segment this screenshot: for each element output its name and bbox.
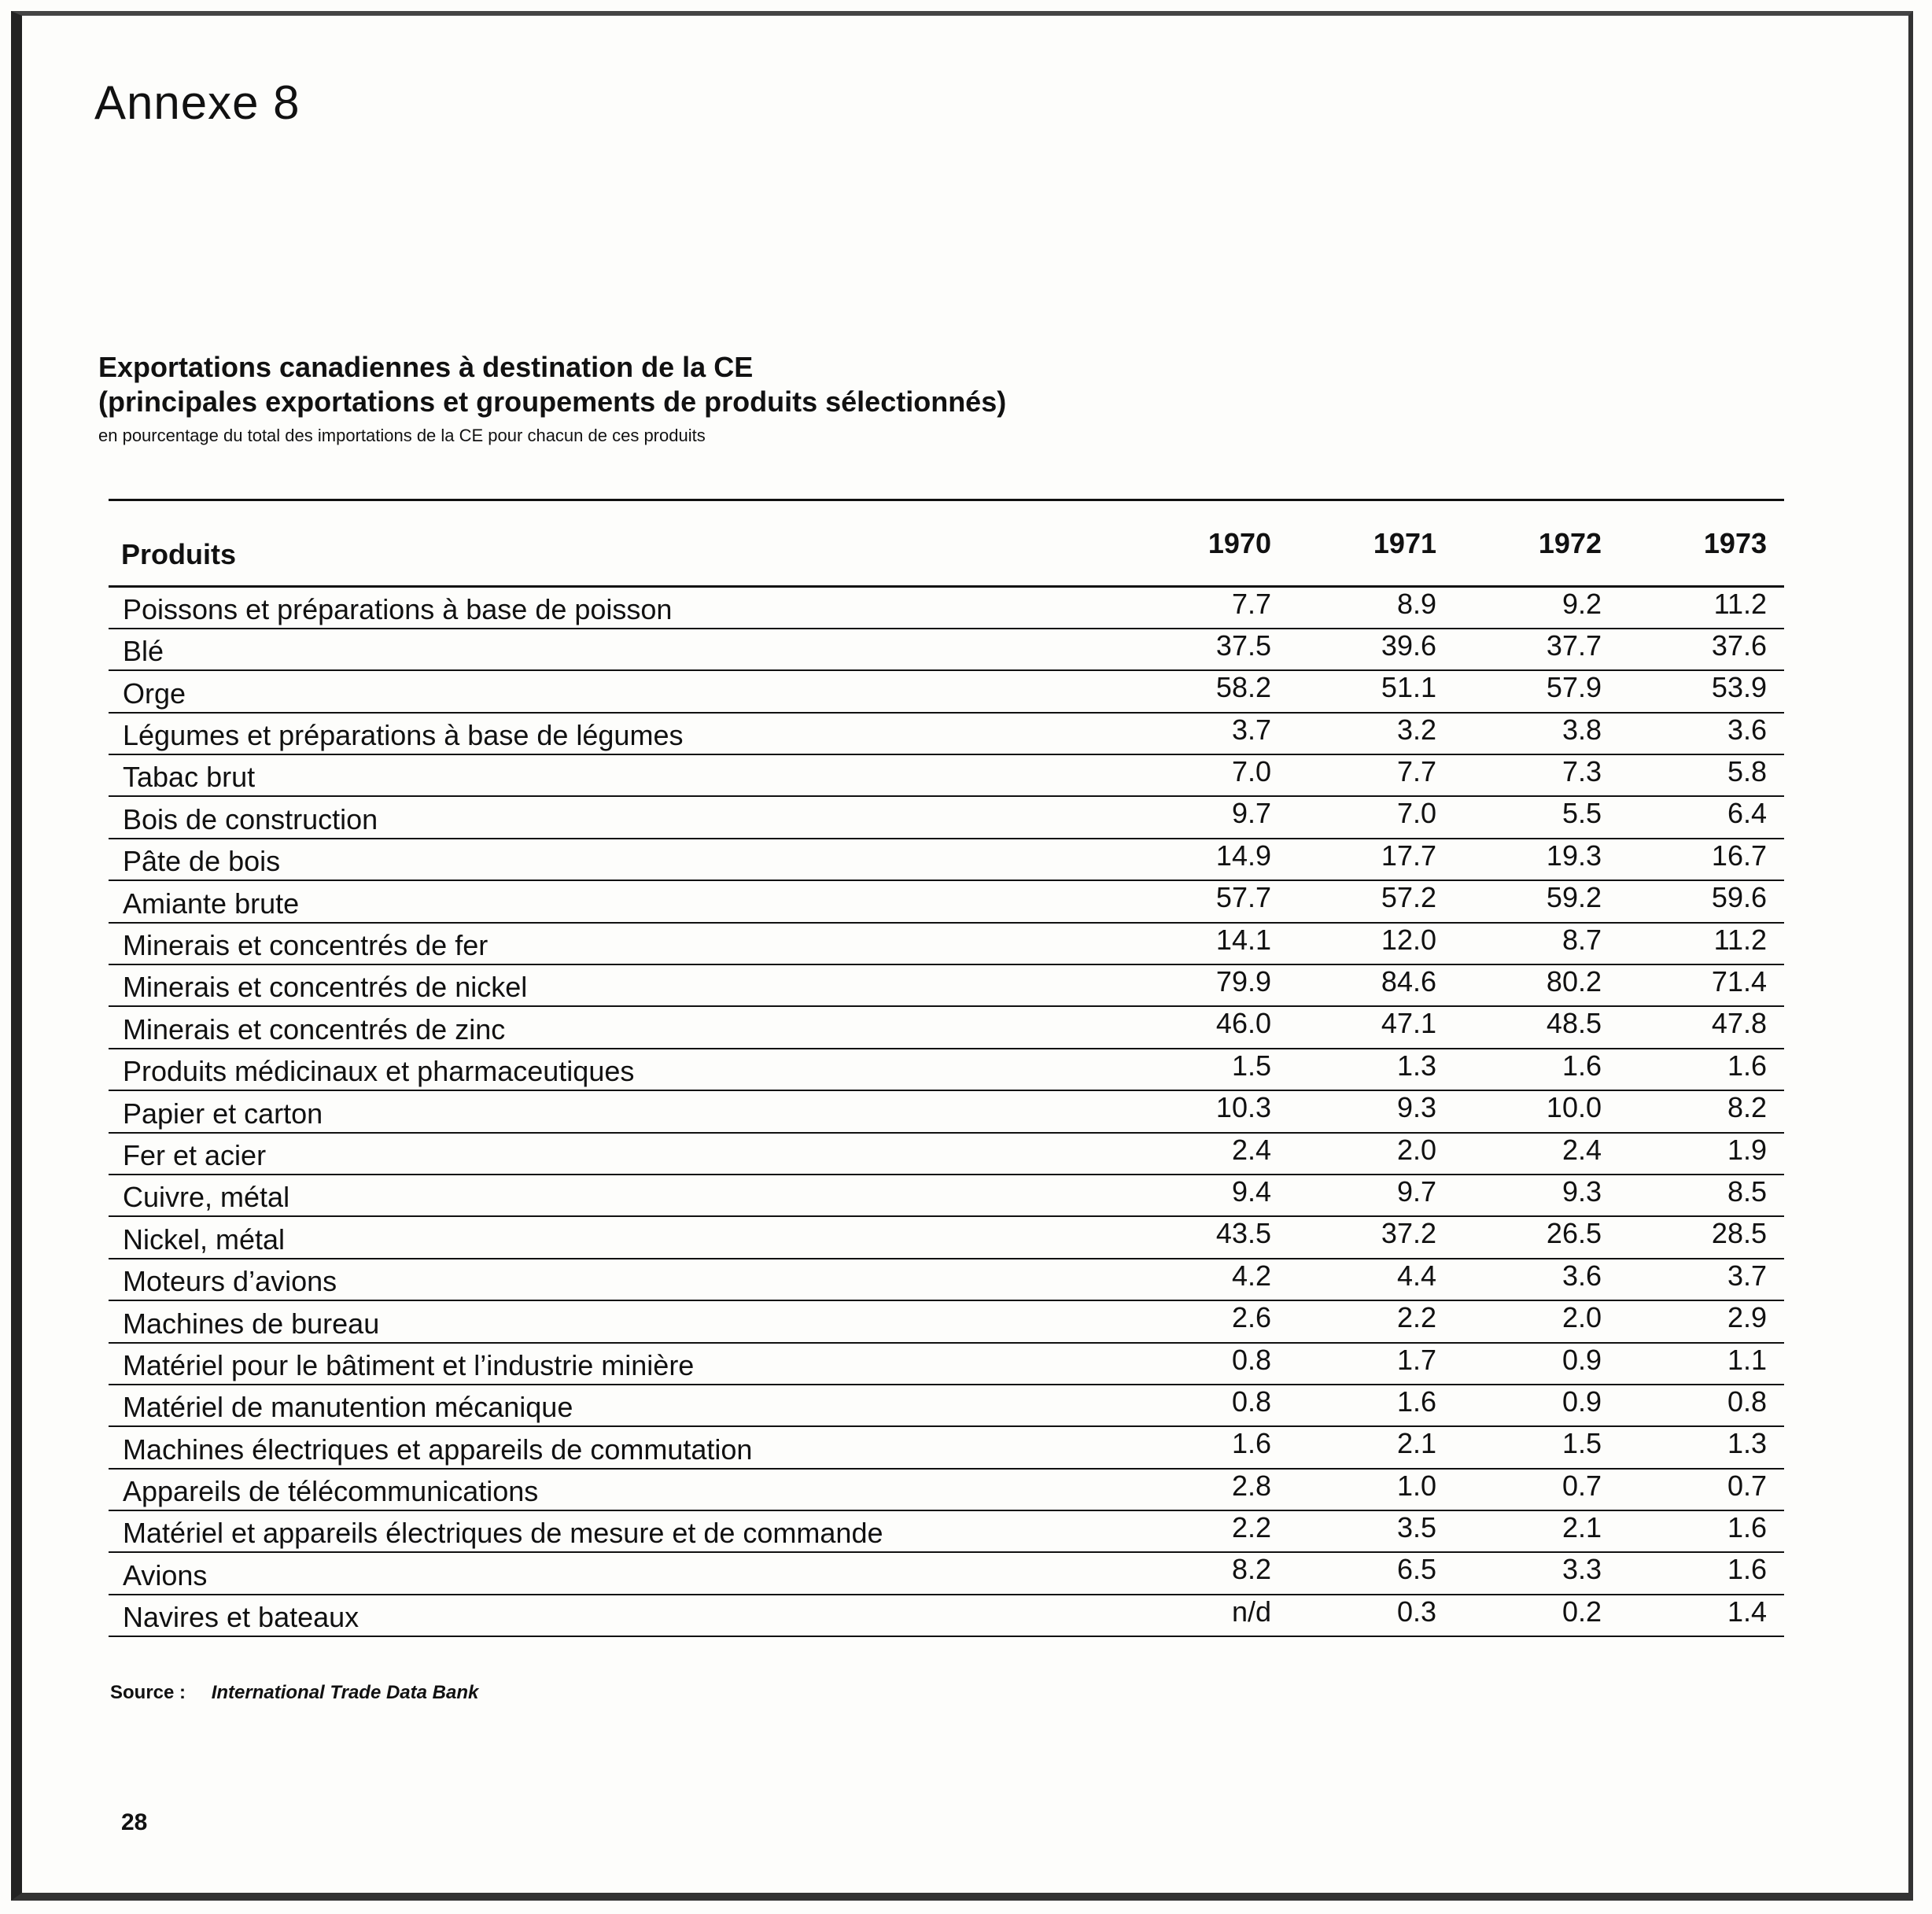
value-cell-1971: 9.7 <box>1289 1175 1454 1216</box>
value-cell-1970: 37.5 <box>1123 629 1289 670</box>
column-header-1970: 1970 <box>1123 500 1289 587</box>
value-cell-1972: 8.7 <box>1454 923 1619 964</box>
value-cell-1973: 59.6 <box>1619 880 1784 922</box>
value-cell-1972: 5.5 <box>1454 796 1619 838</box>
value-cell-1973: 8.5 <box>1619 1175 1784 1216</box>
product-name-cell: Nickel, métal <box>109 1216 1123 1258</box>
value-cell-1972: 26.5 <box>1454 1216 1619 1258</box>
value-cell-1972: 0.9 <box>1454 1385 1619 1426</box>
value-cell-1970: 2.8 <box>1123 1469 1289 1510</box>
value-cell-1972: 57.9 <box>1454 670 1619 712</box>
value-cell-1973: 28.5 <box>1619 1216 1784 1258</box>
value-cell-1973: 71.4 <box>1619 964 1784 1006</box>
table-row <box>109 1510 1784 1552</box>
product-name-cell: Papier et carton <box>109 1090 1123 1132</box>
product-name-cell: Matériel pour le bâtiment et l’industrie minière <box>109 1343 1123 1385</box>
product-name-cell: Appareils de télécommunications <box>109 1469 1123 1510</box>
product-name-cell: Navires et bateaux <box>109 1595 1123 1636</box>
column-header-1971: 1971 <box>1289 500 1454 587</box>
table-row <box>109 1216 1784 1258</box>
value-cell-1972: 3.3 <box>1454 1552 1619 1594</box>
value-cell-1971: 84.6 <box>1289 964 1454 1006</box>
value-cell-1972: 3.8 <box>1454 713 1619 754</box>
value-cell-1971: 2.2 <box>1289 1300 1454 1342</box>
value-cell-1972: 2.4 <box>1454 1133 1619 1175</box>
value-cell-1972: 37.7 <box>1454 629 1619 670</box>
value-cell-1970: 8.2 <box>1123 1552 1289 1594</box>
table-header-row <box>109 500 1784 587</box>
table-row <box>109 1469 1784 1510</box>
product-name-cell: Tabac brut <box>109 754 1123 796</box>
value-cell-1970: 9.7 <box>1123 796 1289 838</box>
table-row <box>109 1133 1784 1175</box>
table-row <box>109 1300 1784 1342</box>
value-cell-1972: 1.6 <box>1454 1049 1619 1090</box>
value-cell-1971: 1.3 <box>1289 1049 1454 1090</box>
table-row <box>109 796 1784 838</box>
product-name-cell: Minerais et concentrés de fer <box>109 923 1123 964</box>
value-cell-1972: 48.5 <box>1454 1006 1619 1048</box>
value-cell-1971: 3.2 <box>1289 713 1454 754</box>
value-cell-1971: 1.6 <box>1289 1385 1454 1426</box>
table-body <box>109 587 1784 1637</box>
value-cell-1970: 7.7 <box>1123 587 1289 629</box>
value-cell-1971: 1.0 <box>1289 1469 1454 1510</box>
value-cell-1970: 2.4 <box>1123 1133 1289 1175</box>
value-cell-1971: 17.7 <box>1289 839 1454 880</box>
value-cell-1972: 80.2 <box>1454 964 1619 1006</box>
value-cell-1973: 1.6 <box>1619 1552 1784 1594</box>
value-cell-1971: 8.9 <box>1289 587 1454 629</box>
table-row <box>109 923 1784 964</box>
product-name-cell: Matériel de manutention mécanique <box>109 1385 1123 1426</box>
value-cell-1973: 1.6 <box>1619 1510 1784 1552</box>
value-cell-1972: 1.5 <box>1454 1426 1619 1468</box>
product-name-cell: Cuivre, métal <box>109 1175 1123 1216</box>
product-name-cell: Avions <box>109 1552 1123 1594</box>
value-cell-1973: 47.8 <box>1619 1006 1784 1048</box>
value-cell-1973: 11.2 <box>1619 587 1784 629</box>
value-cell-1973: 53.9 <box>1619 670 1784 712</box>
table-row <box>109 880 1784 922</box>
product-name-cell: Poissons et préparations à base de poisson <box>109 587 1123 629</box>
table-row <box>109 754 1784 796</box>
value-cell-1973: 16.7 <box>1619 839 1784 880</box>
table-row <box>109 839 1784 880</box>
value-cell-1972: 0.2 <box>1454 1595 1619 1636</box>
value-cell-1973: 37.6 <box>1619 629 1784 670</box>
value-cell-1973: 2.9 <box>1619 1300 1784 1342</box>
product-name-cell: Machines électriques et appareils de commutation <box>109 1426 1123 1468</box>
value-cell-1970: 57.7 <box>1123 880 1289 922</box>
value-cell-1972: 3.6 <box>1454 1259 1619 1300</box>
table-row <box>109 1595 1784 1636</box>
value-cell-1970: 79.9 <box>1123 964 1289 1006</box>
value-cell-1972: 19.3 <box>1454 839 1619 880</box>
table-row <box>109 1552 1784 1594</box>
value-cell-1970: 1.6 <box>1123 1426 1289 1468</box>
value-cell-1970: 3.7 <box>1123 713 1289 754</box>
value-cell-1973: 0.8 <box>1619 1385 1784 1426</box>
source-label: Source : <box>110 1682 186 1703</box>
table-row <box>109 713 1784 754</box>
value-cell-1972: 0.7 <box>1454 1469 1619 1510</box>
value-cell-1972: 2.0 <box>1454 1300 1619 1342</box>
table-row <box>109 1049 1784 1090</box>
table-row <box>109 1090 1784 1132</box>
product-name-cell: Matériel et appareils électriques de mesure et de commande <box>109 1510 1123 1552</box>
value-cell-1971: 7.7 <box>1289 754 1454 796</box>
column-header-1973: 1973 <box>1619 500 1784 587</box>
value-cell-1971: 3.5 <box>1289 1510 1454 1552</box>
table-row <box>109 1175 1784 1216</box>
value-cell-1970: 7.0 <box>1123 754 1289 796</box>
value-cell-1970: 1.5 <box>1123 1049 1289 1090</box>
product-name-cell: Bois de construction <box>109 796 1123 838</box>
column-header-1972: 1972 <box>1454 500 1619 587</box>
value-cell-1970: 2.2 <box>1123 1510 1289 1552</box>
table-row <box>109 1259 1784 1300</box>
table-row <box>109 1006 1784 1048</box>
exports-table <box>109 499 1784 1637</box>
value-cell-1973: 1.3 <box>1619 1426 1784 1468</box>
product-name-cell: Légumes et préparations à base de légumes <box>109 713 1123 754</box>
value-cell-1971: 6.5 <box>1289 1552 1454 1594</box>
value-cell-1970: 0.8 <box>1123 1343 1289 1385</box>
value-cell-1970: 2.6 <box>1123 1300 1289 1342</box>
value-cell-1970: 14.9 <box>1123 839 1289 880</box>
product-name-cell: Fer et acier <box>109 1133 1123 1175</box>
value-cell-1971: 1.7 <box>1289 1343 1454 1385</box>
table-title-block <box>98 350 1006 446</box>
value-cell-1970: 14.1 <box>1123 923 1289 964</box>
product-name-cell: Amiante brute <box>109 880 1123 922</box>
value-cell-1971: 2.0 <box>1289 1133 1454 1175</box>
value-cell-1972: 7.3 <box>1454 754 1619 796</box>
product-name-cell: Blé <box>109 629 1123 670</box>
value-cell-1971: 39.6 <box>1289 629 1454 670</box>
value-cell-1973: 6.4 <box>1619 796 1784 838</box>
value-cell-1973: 5.8 <box>1619 754 1784 796</box>
product-name-cell: Minerais et concentrés de nickel <box>109 964 1123 1006</box>
value-cell-1973: 0.7 <box>1619 1469 1784 1510</box>
value-cell-1973: 1.4 <box>1619 1595 1784 1636</box>
value-cell-1971: 37.2 <box>1289 1216 1454 1258</box>
value-cell-1971: 57.2 <box>1289 880 1454 922</box>
product-name-cell: Produits médicinaux et pharmaceutiques <box>109 1049 1123 1090</box>
table-subtitle: en pourcentage du total des importations de la CE pour chacun de ces produits <box>98 426 706 445</box>
product-name-cell: Minerais et concentrés de zinc <box>109 1006 1123 1048</box>
exports-table-container <box>109 499 1784 1637</box>
value-cell-1970: 43.5 <box>1123 1216 1289 1258</box>
product-name-cell: Machines de bureau <box>109 1300 1123 1342</box>
table-row <box>109 670 1784 712</box>
table-row <box>109 1385 1784 1426</box>
table-row <box>109 964 1784 1006</box>
value-cell-1971: 4.4 <box>1289 1259 1454 1300</box>
value-cell-1972: 59.2 <box>1454 880 1619 922</box>
value-cell-1972: 0.9 <box>1454 1343 1619 1385</box>
value-cell-1970: 58.2 <box>1123 670 1289 712</box>
value-cell-1973: 1.9 <box>1619 1133 1784 1175</box>
product-name-cell: Pâte de bois <box>109 839 1123 880</box>
table-row <box>109 1426 1784 1468</box>
value-cell-1973: 1.6 <box>1619 1049 1784 1090</box>
table-row <box>109 587 1784 629</box>
value-cell-1970: 9.4 <box>1123 1175 1289 1216</box>
value-cell-1973: 3.6 <box>1619 713 1784 754</box>
product-name-cell: Moteurs d’avions <box>109 1259 1123 1300</box>
table-row <box>109 629 1784 670</box>
value-cell-1971: 7.0 <box>1289 796 1454 838</box>
source-value: International Trade Data Bank <box>211 1682 479 1703</box>
value-cell-1971: 47.1 <box>1289 1006 1454 1048</box>
product-name-cell: Orge <box>109 670 1123 712</box>
value-cell-1971: 2.1 <box>1289 1426 1454 1468</box>
value-cell-1971: 9.3 <box>1289 1090 1454 1132</box>
column-header-produits: Produits <box>109 500 1123 587</box>
annexe-heading: Annexe 8 <box>94 76 300 129</box>
table-title-line-2: (principales exportations et groupements de produits sélectionnés) <box>98 385 1007 418</box>
value-cell-1970: 10.3 <box>1123 1090 1289 1132</box>
value-cell-1972: 10.0 <box>1454 1090 1619 1132</box>
value-cell-1970: 46.0 <box>1123 1006 1289 1048</box>
table-row <box>109 1343 1784 1385</box>
value-cell-1971: 0.3 <box>1289 1595 1454 1636</box>
value-cell-1971: 12.0 <box>1289 923 1454 964</box>
value-cell-1972: 2.1 <box>1454 1510 1619 1552</box>
page-number: 28 <box>121 1809 148 1835</box>
value-cell-1972: 9.2 <box>1454 587 1619 629</box>
value-cell-1973: 1.1 <box>1619 1343 1784 1385</box>
value-cell-1971: 51.1 <box>1289 670 1454 712</box>
value-cell-1970: n/d <box>1123 1595 1289 1636</box>
value-cell-1970: 0.8 <box>1123 1385 1289 1426</box>
value-cell-1972: 9.3 <box>1454 1175 1619 1216</box>
value-cell-1973: 8.2 <box>1619 1090 1784 1132</box>
table-title-line-1: Exportations canadiennes à destination de la CE <box>98 351 754 383</box>
value-cell-1973: 11.2 <box>1619 923 1784 964</box>
value-cell-1970: 4.2 <box>1123 1259 1289 1300</box>
source-note <box>110 1682 478 1704</box>
value-cell-1973: 3.7 <box>1619 1259 1784 1300</box>
